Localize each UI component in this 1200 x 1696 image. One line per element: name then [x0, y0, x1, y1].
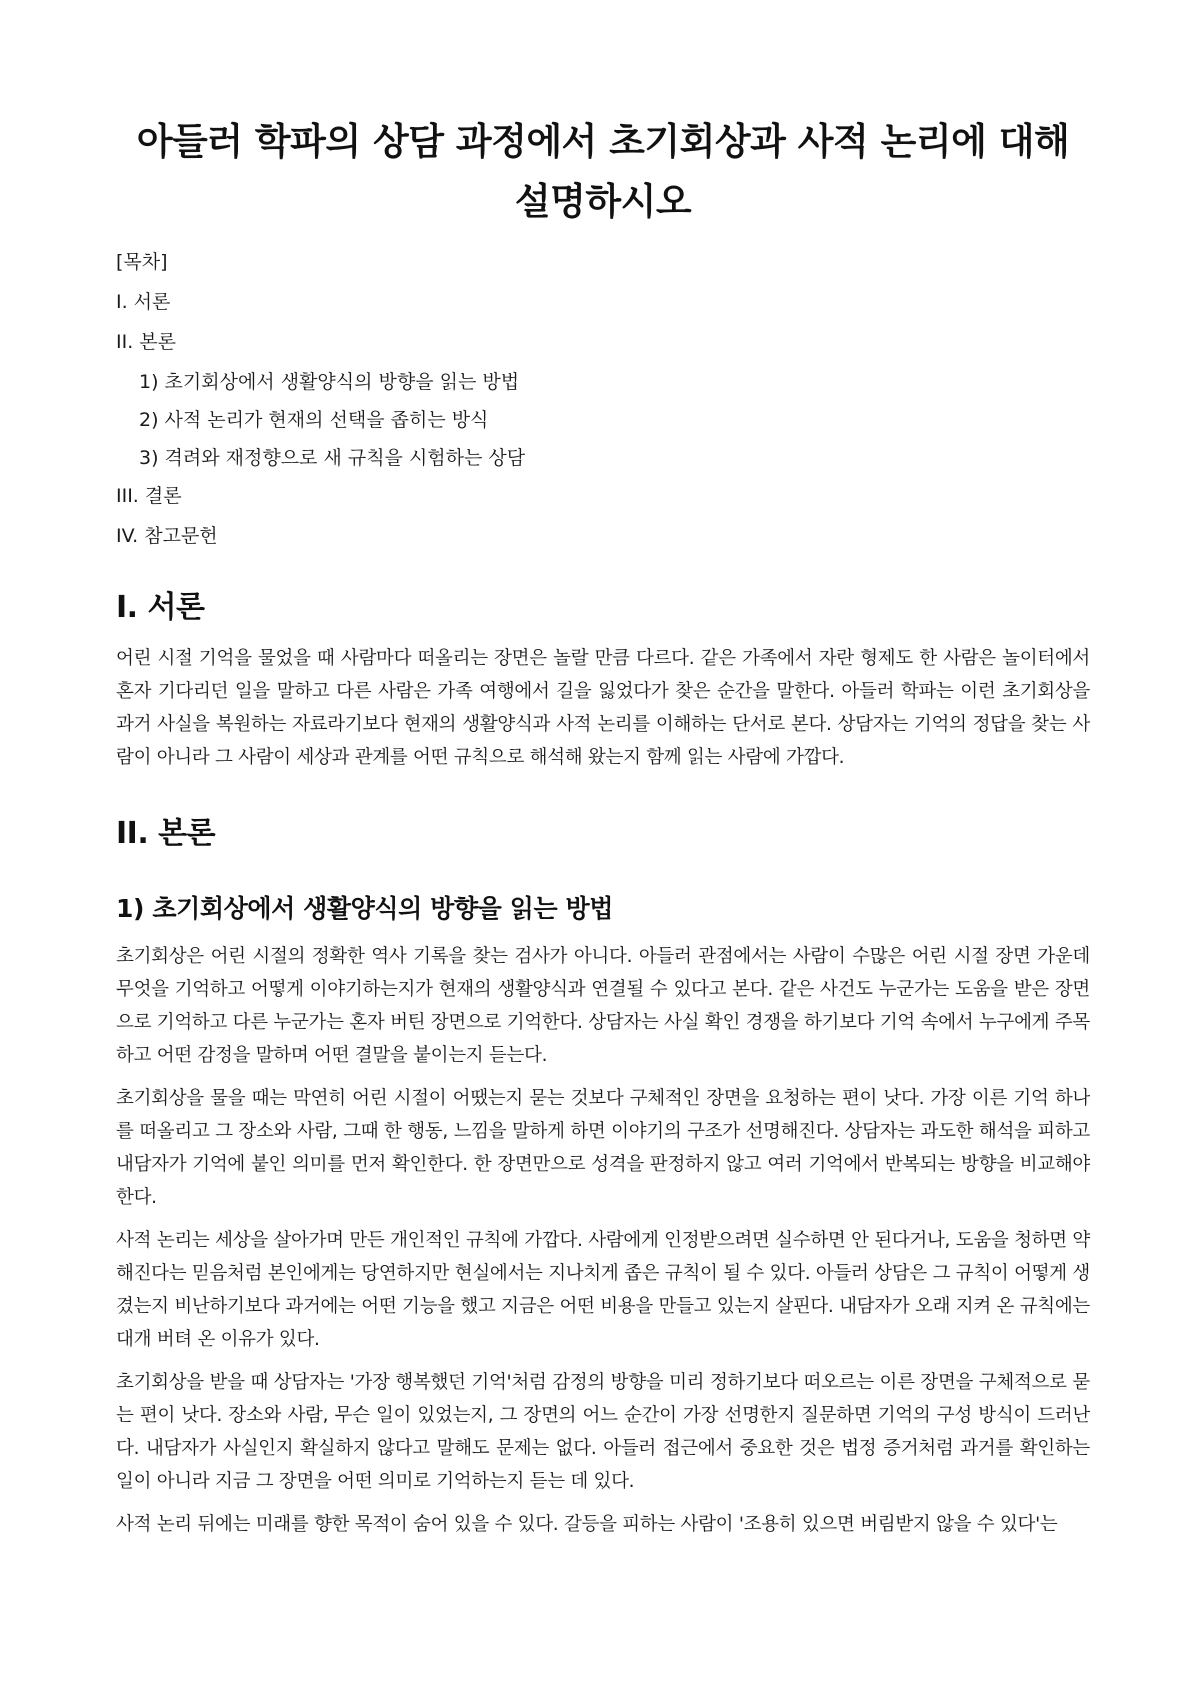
- toc-item-body-3: 3) 격려와 재정향으로 새 규칙을 시험하는 상담: [139, 447, 526, 469]
- body-paragraph: 초기회상을 물을 때는 막연히 어린 시절이 어땠는지 묻는 것보다 구체적인 장면을 요청하는 편이 낫다. 가장 이른 기억 하나를 떠올리고 그 장소와 사람, 그때 한 행동, 느낌을 말하게 하면 이야기의 구조가 선명해진다. 상담자는 과도한 해석을 피하고 내담자가 기억에 붙인 의미를 먼저 확인한다. 한 장면만으로 성격을 판정하지 않고 여러 기억에서 반복되는 방향을 비교해야 한다.: [116, 1088, 1090, 1208]
- toc-item-body-1: 1) 초기회상에서 생활양식의 방향을 읽는 방법: [139, 371, 520, 393]
- body-paragraph: 사적 논리 뒤에는 미래를 향한 목적이 숨어 있을 수 있다. 갈등을 피하는 사람이 '조용히 있으면 버림받지 않을 수 있다'는: [116, 1514, 1058, 1535]
- body-paragraph: 초기회상을 받을 때 상담자는 '가장 행복했던 기억'처럼 감정의 방향을 미리 정하기보다 떠오르는 이른 장면을 구체적으로 묻는 편이 낫다. 장소와 사람, 무슨 일이 있었는지, 그 장면의 어느 순간이 가장 선명한지 질문하면 기억의 구성 방식이 드러난다. 내담자가 사실인지 확실하지 않다고 말해도 문제는 없다. 아들러 접근에서 중요한 것은 법정 증거처럼 과거를 확인하는 일이 아니라 지금 그 장면을 어떤 의미로 기억하는지 듣는 데 있다.: [116, 1372, 1090, 1492]
- document-title: 아들러 학파의 상담 과정에서 초기회상과 사적 논리에 대해 설명하시오: [136, 120, 1070, 223]
- section-heading-body: II. 본론: [116, 816, 216, 851]
- toc-label: [목차]: [116, 251, 168, 273]
- intro-paragraph: 어린 시절 기억을 물었을 때 사람마다 떠올리는 장면은 놀랄 만큼 다르다. 같은 가족에서 자란 형제도 한 사람은 놀이터에서 혼자 기다리던 일을 말하고 다른 사람은 가족 여행에서 길을 잃었다가 찾은 순간을 말한다. 아들러 학파는 이런 초기회상을 과거 사실을 복원하는 자료라기보다 현재의 생활양식과 사적 논리를 이해하는 단서로 본다. 상담자는 기억의 정답을 찾는 사람이 아니라 그 사람이 세상과 관계를 어떤 규칙으로 해석해 왔는지 함께 읽는 사람에 가깝다.: [116, 648, 1090, 768]
- toc-item-body-2: 2) 사적 논리가 현재의 선택을 좁히는 방식: [139, 409, 489, 431]
- body-paragraph: 사적 논리는 세상을 살아가며 만든 개인적인 규칙에 가깝다. 사람에게 인정받으려면 실수하면 안 된다거나, 도움을 청하면 약해진다는 믿음처럼 본인에게는 당연하지만 현실에서는 지나치게 좁은 규칙이 될 수 있다. 아들러 상담은 그 규칙이 어떻게 생겼는지 비난하기보다 과거에는 어떤 기능을 했고 지금은 어떤 비용을 만들고 있는지 살핀다. 내담자가 오래 지켜 온 규칙에는 대개 버텨 온 이유가 있다.: [116, 1230, 1090, 1350]
- section-heading-intro: I. 서론: [116, 590, 205, 625]
- toc-item-intro: I. 서론: [116, 291, 171, 313]
- toc-item-conclusion: III. 결론: [116, 485, 182, 507]
- body-paragraph: 초기회상은 어린 시절의 정확한 역사 기록을 찾는 검사가 아니다. 아들러 관점에서는 사람이 수많은 어린 시절 장면 가운데 무엇을 기억하고 어떻게 이야기하는지가 현재의 생활양식과 연결될 수 있다고 본다. 같은 사건도 누군가는 도움을 받은 장면으로 기억하고 다른 누군가는 혼자 버틴 장면으로 기억한다. 상담자는 사실 확인 경쟁을 하기보다 기억 속에서 누구에게 주목하고 어떤 감정을 말하며 어떤 결말을 붙이는지 듣는다.: [116, 946, 1090, 1066]
- toc-item-references: IV. 참고문헌: [116, 525, 218, 547]
- toc-item-body: II. 본론: [116, 331, 176, 353]
- table-of-contents: [116, 250, 1090, 548]
- subsection-heading-1: 1) 초기회상에서 생활양식의 방향을 읽는 방법: [116, 894, 614, 923]
